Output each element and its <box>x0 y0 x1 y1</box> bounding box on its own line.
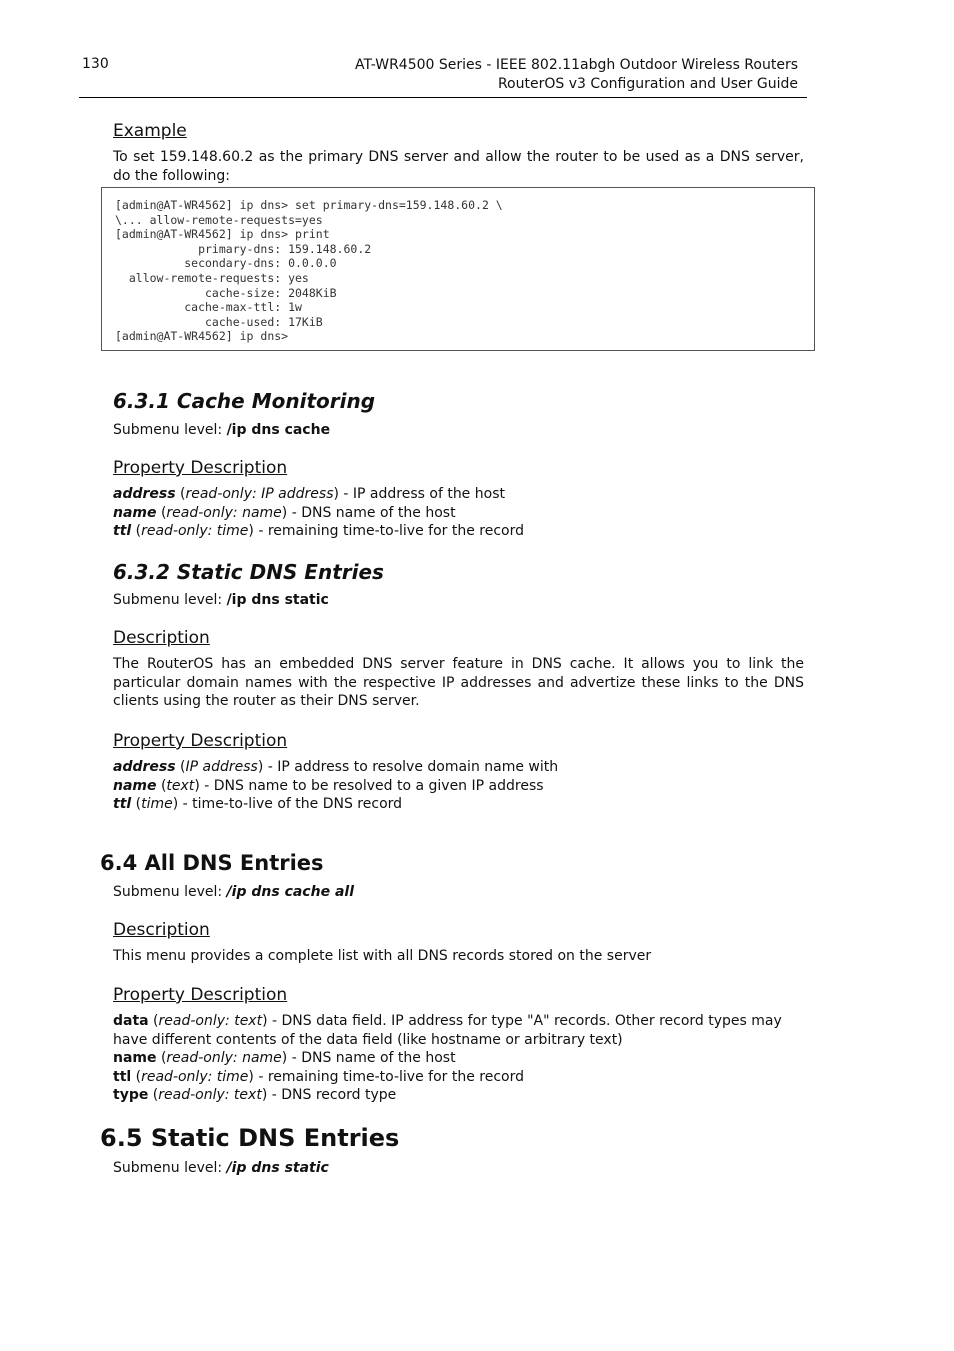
header-title-line1: AT-WR4500 Series - IEEE 802.11abgh Outdoor Wireless Routers <box>355 57 798 73</box>
property-name: type <box>113 1087 149 1103</box>
submenu-prefix: Submenu level: <box>113 1160 227 1176</box>
property-list-static <box>113 758 804 814</box>
paren-open: ( <box>156 1050 167 1066</box>
property-desc: - time-to-live of the DNS record <box>178 796 403 812</box>
paren-close: ) <box>333 486 339 502</box>
section-heading-all-dns-entries: 6.4 All DNS Entries <box>100 851 324 875</box>
description-text: The RouterOS has an embedded DNS server feature in DNS cache. It allows you to link the particular domain names with the respective IP addresses and advertize these links to the DNS clients using the router as their DNS server. <box>113 656 804 709</box>
property-desc: - remaining time-to-live for the record <box>253 523 524 539</box>
property-name: name <box>113 1050 157 1066</box>
submenu-path: /ip dns static <box>226 592 329 608</box>
paren-open: ( <box>131 796 142 812</box>
section-heading-static-dns-entries-main: 6.5 Static DNS Entries <box>100 1124 400 1152</box>
example-heading: Example <box>113 121 187 141</box>
property-desc: - DNS name of the host <box>287 504 456 521</box>
property-description-heading: Property Description <box>113 458 288 478</box>
paren-open: ( <box>131 1068 142 1085</box>
paren-open: ( <box>148 1087 159 1103</box>
property-item <box>113 1068 804 1087</box>
paren-close: ) <box>257 759 264 775</box>
description-heading: Description <box>113 628 210 648</box>
submenu-prefix: Submenu level: <box>113 592 227 608</box>
section-heading-static-dns-entries: 6.3.2 Static DNS Entries <box>113 560 384 584</box>
property-desc: - DNS data field. IP address for type "A" records. Other record types may have different contents of the data field (like hostname or arbitrary text) <box>113 1013 782 1048</box>
description-heading: Description <box>113 920 210 940</box>
property-type: read-only: name <box>166 1050 282 1066</box>
property-item <box>113 758 804 777</box>
property-type: read-only: text <box>158 1087 262 1103</box>
paren-close: ) <box>248 1068 254 1085</box>
paren-close: ) <box>281 1050 288 1066</box>
property-type: text <box>166 777 195 794</box>
property-description-heading: Property Description <box>113 731 288 751</box>
property-description-heading: Property Description <box>113 985 288 1005</box>
running-header <box>355 56 798 94</box>
submenu-prefix: Submenu level: <box>113 422 227 438</box>
property-item <box>113 777 804 796</box>
submenu-path: /ip dns cache all <box>226 884 354 900</box>
property-desc: - IP address of the host <box>338 486 505 502</box>
property-name: name <box>113 777 157 794</box>
property-list-all <box>113 1012 804 1105</box>
code-example-box <box>101 187 815 351</box>
property-item <box>113 795 804 814</box>
property-name: ttl <box>113 1068 132 1085</box>
property-type: read-only: name <box>166 504 282 521</box>
paren-close: ) <box>194 777 200 794</box>
submenu-prefix: Submenu level: <box>113 884 227 900</box>
header-title-line2: RouterOS v3 Configuration and User Guide <box>497 76 798 92</box>
submenu-level-cache <box>113 421 804 440</box>
property-item <box>113 504 804 523</box>
paren-open: ( <box>156 504 167 521</box>
property-name: ttl <box>113 796 132 812</box>
paren-close: ) <box>281 504 288 521</box>
property-list-cache <box>113 485 804 541</box>
example-intro: To set 159.148.60.2 as the primary DNS server and allow the router to be used as a DNS server, do the following: <box>113 149 804 184</box>
property-name: data <box>113 1013 149 1029</box>
property-name: ttl <box>113 523 132 539</box>
description-text: This menu provides a complete list with all DNS records stored on the server <box>113 948 652 964</box>
header-rule <box>79 97 807 98</box>
property-item <box>113 1012 804 1049</box>
paren-open: ( <box>148 1013 159 1029</box>
submenu-level-static-main <box>113 1159 804 1178</box>
property-name: address <box>113 759 176 775</box>
property-desc: - IP address to resolve domain name with <box>263 759 559 775</box>
property-type: read-only: text <box>158 1013 263 1029</box>
submenu-level-all <box>113 883 804 902</box>
property-item <box>113 1086 804 1105</box>
page-number: 130 <box>82 56 109 72</box>
property-type: IP address <box>185 759 258 775</box>
property-desc: - DNS name of the host <box>287 1050 456 1066</box>
code-example: [admin@AT-WR4562] ip dns> set primary-dns=159.148.60.2 \ \... allow-remote-requests=yes [admin@AT-WR4562] ip dns> print primary-dns: 159.148.60.2 secondary-dns: 0.0.0.0 allow-remote-requests: yes cache-size: 2048KiB cache-max-ttl: 1w cache-used: 17KiB [admin@AT-WR4562] ip dns> <box>115 198 503 344</box>
paren-close: ) <box>262 1013 268 1029</box>
submenu-path: /ip dns static <box>226 1160 329 1176</box>
section-heading-cache-monitoring: 6.3.1 Cache Monitoring <box>113 389 376 413</box>
paren-close: ) <box>248 523 254 539</box>
property-type: read-only: time <box>141 523 249 539</box>
paren-open: ( <box>156 777 167 794</box>
property-type: time <box>141 796 173 812</box>
property-type: read-only: time <box>141 1068 249 1085</box>
property-item <box>113 1049 804 1068</box>
paren-close: ) <box>261 1087 268 1103</box>
property-desc: - DNS name to be resolved to a given IP address <box>199 777 544 794</box>
property-name: name <box>113 504 157 521</box>
property-item <box>113 485 804 504</box>
property-item <box>113 522 804 541</box>
submenu-path: /ip dns cache <box>226 422 331 438</box>
paren-close: ) <box>172 796 179 812</box>
paren-open: ( <box>175 486 186 502</box>
property-name: address <box>113 486 176 502</box>
property-desc: - remaining time-to-live for the record <box>253 1068 524 1085</box>
property-desc: - DNS record type <box>267 1087 397 1103</box>
paren-open: ( <box>175 759 186 775</box>
paren-open: ( <box>131 523 142 539</box>
submenu-level-static <box>113 591 804 610</box>
property-type: read-only: IP address <box>185 486 334 502</box>
